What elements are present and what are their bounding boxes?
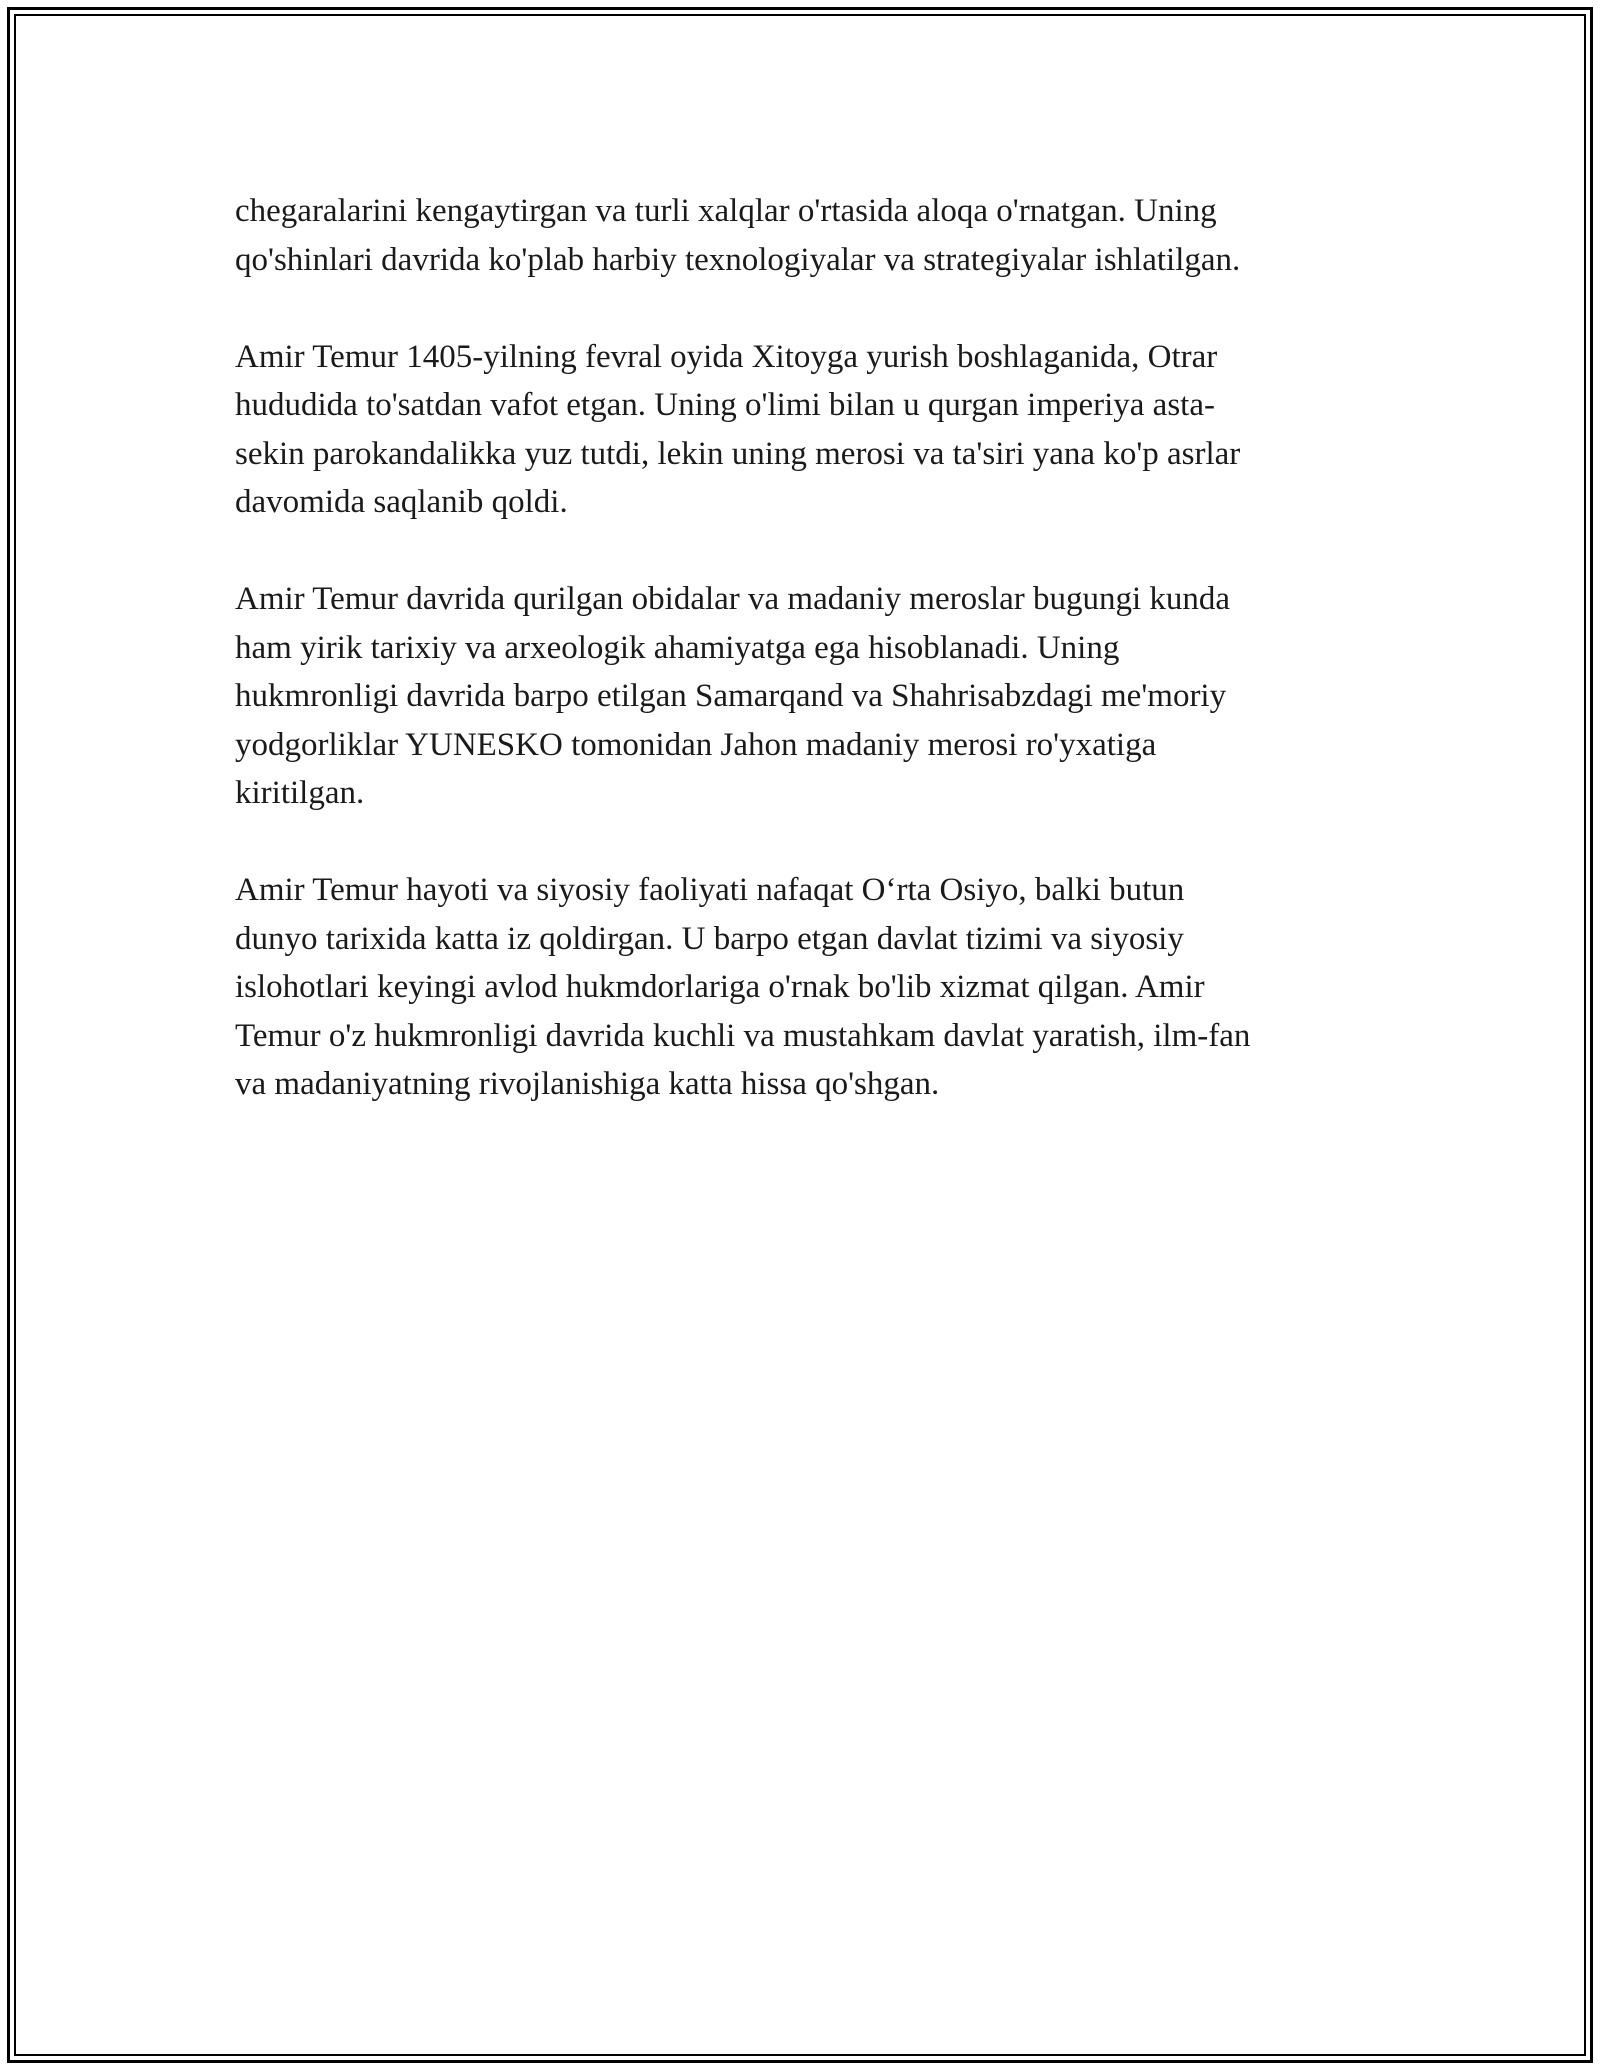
text-line: chegaralarini kengaytirgan va turli xalqlar o'rtasida aloqa o'rnatgan. Uning <box>235 193 1217 229</box>
text-line: hududida to'satdan vafot etgan. Uning o'limi bilan u qurgan imperiya asta- <box>235 387 1215 423</box>
paragraph-2 <box>235 333 1370 527</box>
paragraph-1 <box>235 187 1370 284</box>
text-line: sekin parokandalikka yuz tutdi, lekin uning merosi va ta'siri yana ko'p asrlar <box>235 435 1241 472</box>
paragraph-3 <box>235 575 1370 818</box>
paragraph-4 <box>235 866 1370 1109</box>
text-line: davomida saqlanib qoldi. <box>235 484 568 520</box>
text-line: qo'shinlari davrida ko'plab harbiy texnologiyalar va strategiyalar ishlatilgan. <box>235 241 1241 278</box>
text-line: kiritilgan. <box>235 775 365 811</box>
document-body <box>235 187 1370 1157</box>
text-line: Amir Temur davrida qurilgan obidalar va madaniy meroslar bugungi kunda <box>235 581 1231 617</box>
text-line: islohotlari keyingi avlod hukmdorlariga o'rnak bo'lib xizmat qilgan. Amir <box>235 969 1205 1005</box>
text-line: Temur o'z hukmronligi davrida kuchli va mustahkam davlat yaratish, ilm-fan <box>235 1017 1251 1054</box>
text-line: va madaniyatning rivojlanishiga katta hissa qo'shgan. <box>235 1066 940 1102</box>
text-line: yodgorliklar YUNESKO tomonidan Jahon madaniy merosi ro'yxatiga <box>235 726 1157 763</box>
text-line: Amir Temur 1405-yilning fevral oyida Xitoyga yurish boshlaganida, Otrar <box>235 338 1218 375</box>
text-line: dunyo tarixida katta iz qoldirgan. U barpo etgan davlat tizimi va siyosiy <box>235 920 1184 957</box>
text-line: Amir Temur hayoti va siyosiy faoliyati nafaqat O‘rta Osiyo, balki butun <box>235 872 1185 908</box>
text-line: hukmronligi davrida barpo etilgan Samarqand va Shahrisabzdagi me'moriy <box>235 678 1227 714</box>
text-line: ham yirik tarixiy va arxeologik ahamiyatga ega hisoblanadi. Uning <box>235 629 1120 666</box>
